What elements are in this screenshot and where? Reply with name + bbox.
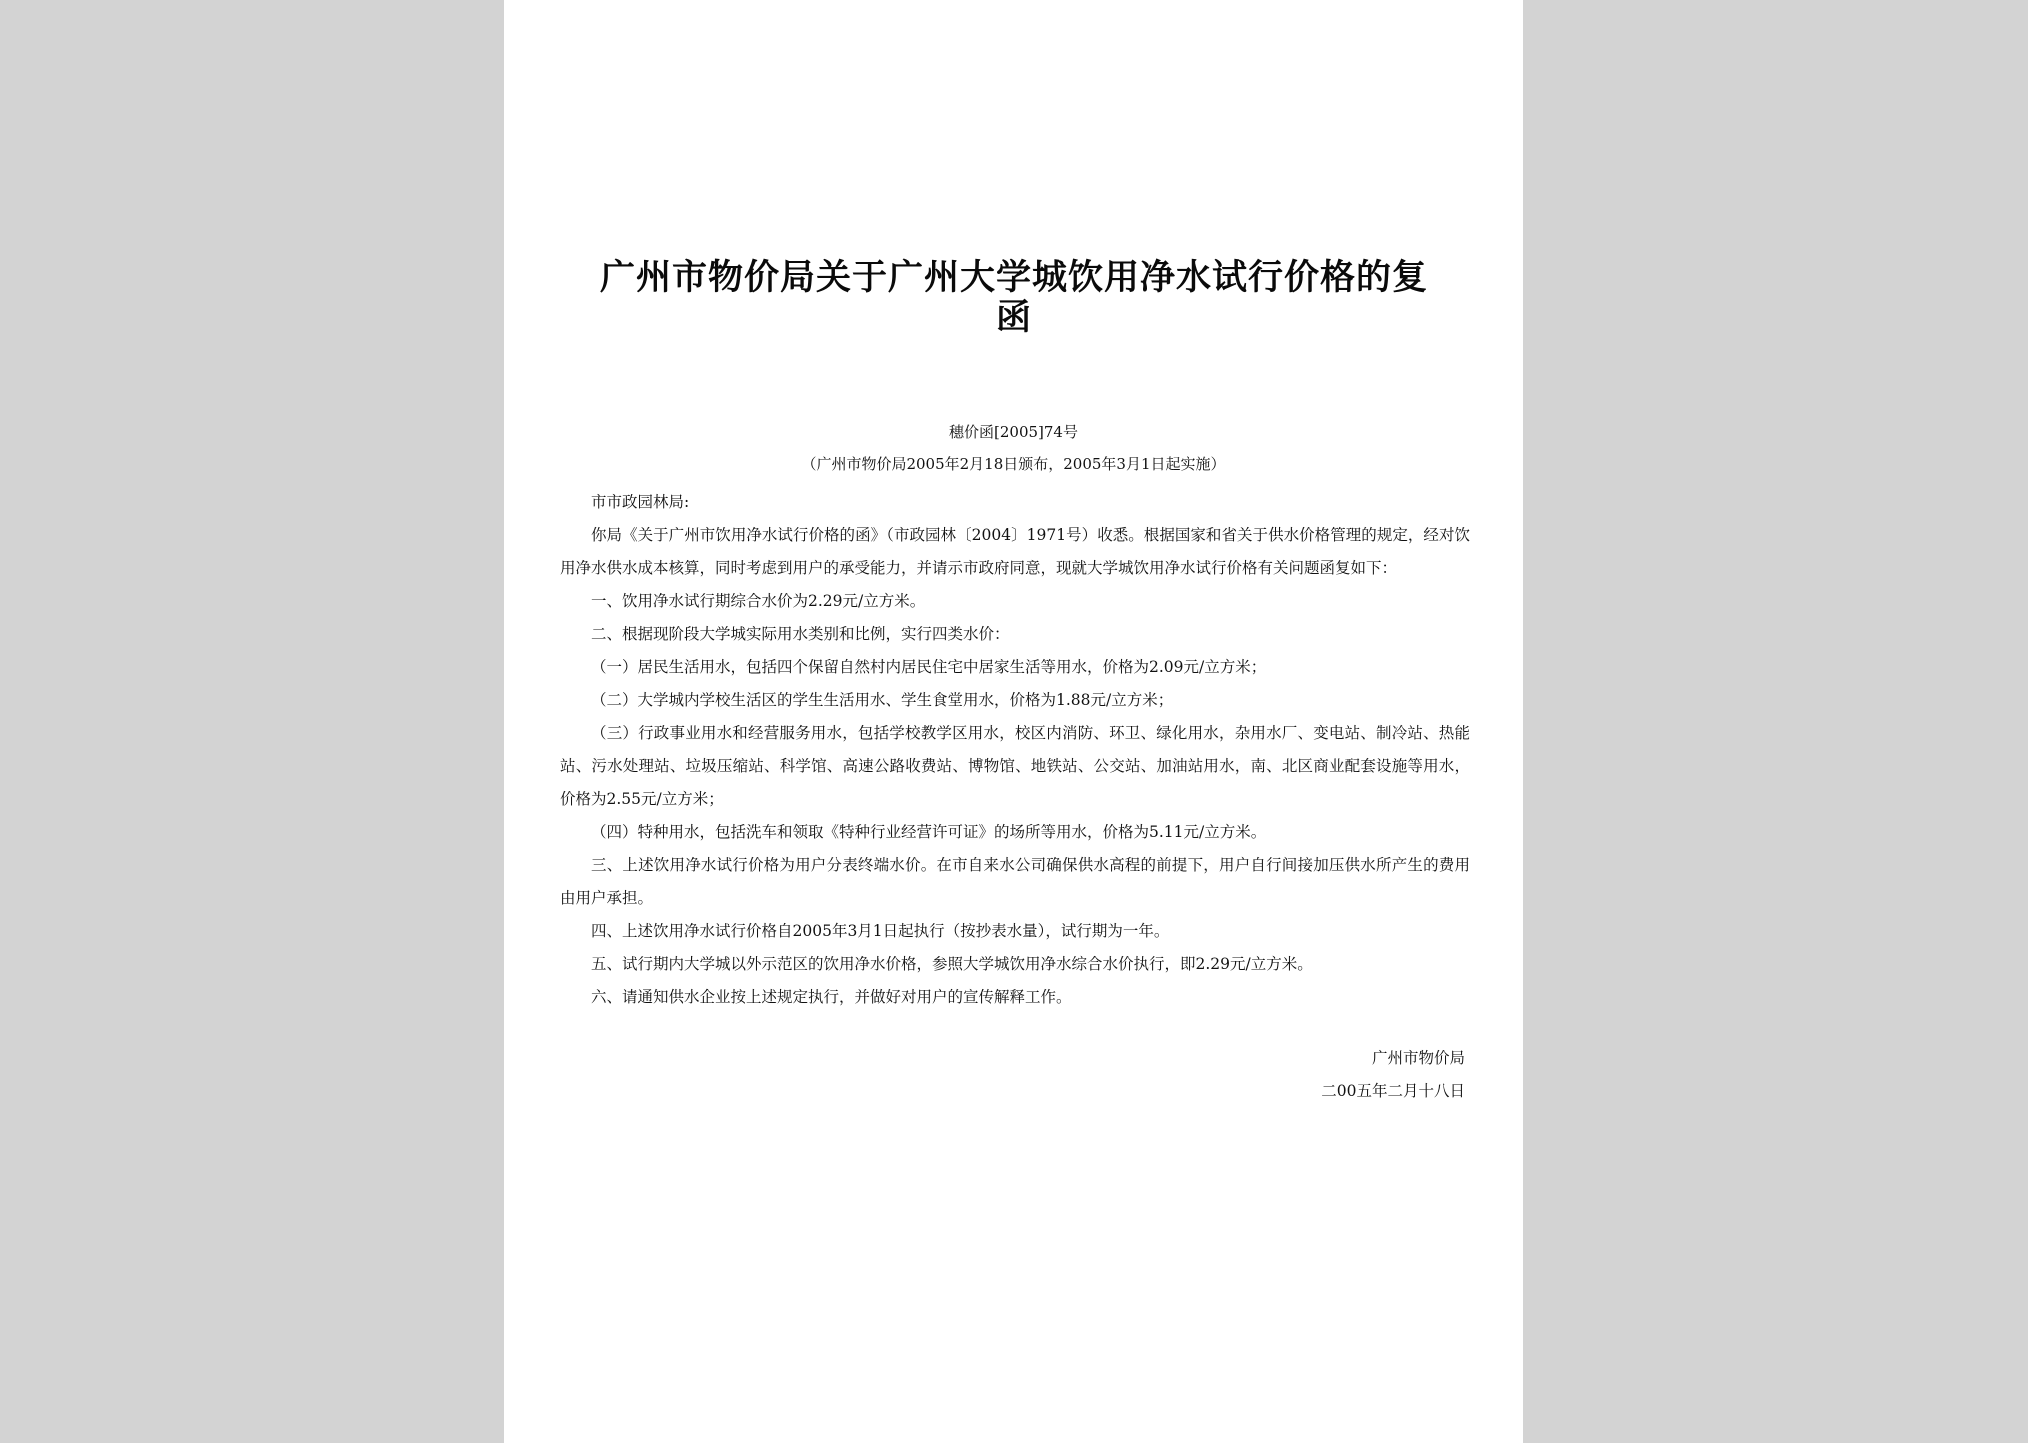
document-number: 穗价函[2005]74号 — [949, 423, 1078, 441]
paragraph-item-6: 六、请通知供水企业按上述规定执行，并做好对用户的宣传解释工作。 — [591, 988, 1072, 1006]
signature-block — [1321, 1042, 1465, 1108]
document-body — [560, 486, 1470, 1014]
paragraph-item-3: 三、上述饮用净水试行价格为用户分表终端水价。在市自来水公司确保供水高程的前提下，用户自行间接加压供水所产生的费用由用户承担。 — [560, 856, 1470, 907]
paragraph-subitem-4: （四）特种用水，包括洗车和领取《特种行业经营许可证》的场所等用水，价格为5.11元/立方米。 — [591, 823, 1267, 841]
issuance-note: （广州市物价局2005年2月18日颁布，2005年3月1日起实施） — [801, 455, 1226, 473]
paragraph-intro: 你局《关于广州市饮用净水试行价格的函》（市政园林〔2004〕1971号）收悉。根据国家和省关于供水价格管理的规定，经对饮用净水供水成本核算，同时考虑到用户的承受能力，并请示市政府同意，现就大学城饮用净水试行价格有关问题函复如下： — [560, 526, 1470, 577]
paragraph-subitem-3: （三）行政事业用水和经营服务用水，包括学校教学区用水，校区内消防、环卫、绿化用水，杂用水厂、变电站、制冷站、热能站、污水处理站、垃圾压缩站、科学馆、高速公路收费站、博物馆、地铁站、公交站、加油站用水，南、北区商业配套设施等用水，价格为2.55元/立方米； — [560, 724, 1470, 808]
issuer-name: 广州市物价局 — [1371, 1049, 1465, 1067]
paragraph-subitem-2: （二）大学城内学校生活区的学生生活用水、学生食堂用水，价格为1.88元/立方米； — [591, 691, 1174, 709]
paragraph-item-5: 五、试行期内大学城以外示范区的饮用净水价格，参照大学城饮用净水综合水价执行，即2.29元/立方米。 — [591, 955, 1313, 973]
paragraph-item-1: 一、饮用净水试行期综合水价为2.29元/立方米。 — [591, 592, 926, 610]
paragraph-subitem-1: （一）居民生活用水，包括四个保留自然村内居民住宅中居家生活等用水，价格为2.09元/立方米； — [591, 658, 1267, 676]
issue-date: 二00五年二月十八日 — [1321, 1082, 1465, 1100]
addressee: 市市政园林局: — [591, 493, 690, 511]
paragraph-item-2: 二、根据现阶段大学城实际用水类别和比例，实行四类水价： — [591, 625, 1010, 643]
document-page — [504, 0, 1523, 1443]
paragraph-item-4: 四、上述饮用净水试行价格自2005年3月1日起执行（按抄表水量），试行期为一年。 — [591, 922, 1170, 940]
document-title: 广州市物价局关于广州大学城饮用净水试行价格的复函 — [599, 258, 1428, 338]
